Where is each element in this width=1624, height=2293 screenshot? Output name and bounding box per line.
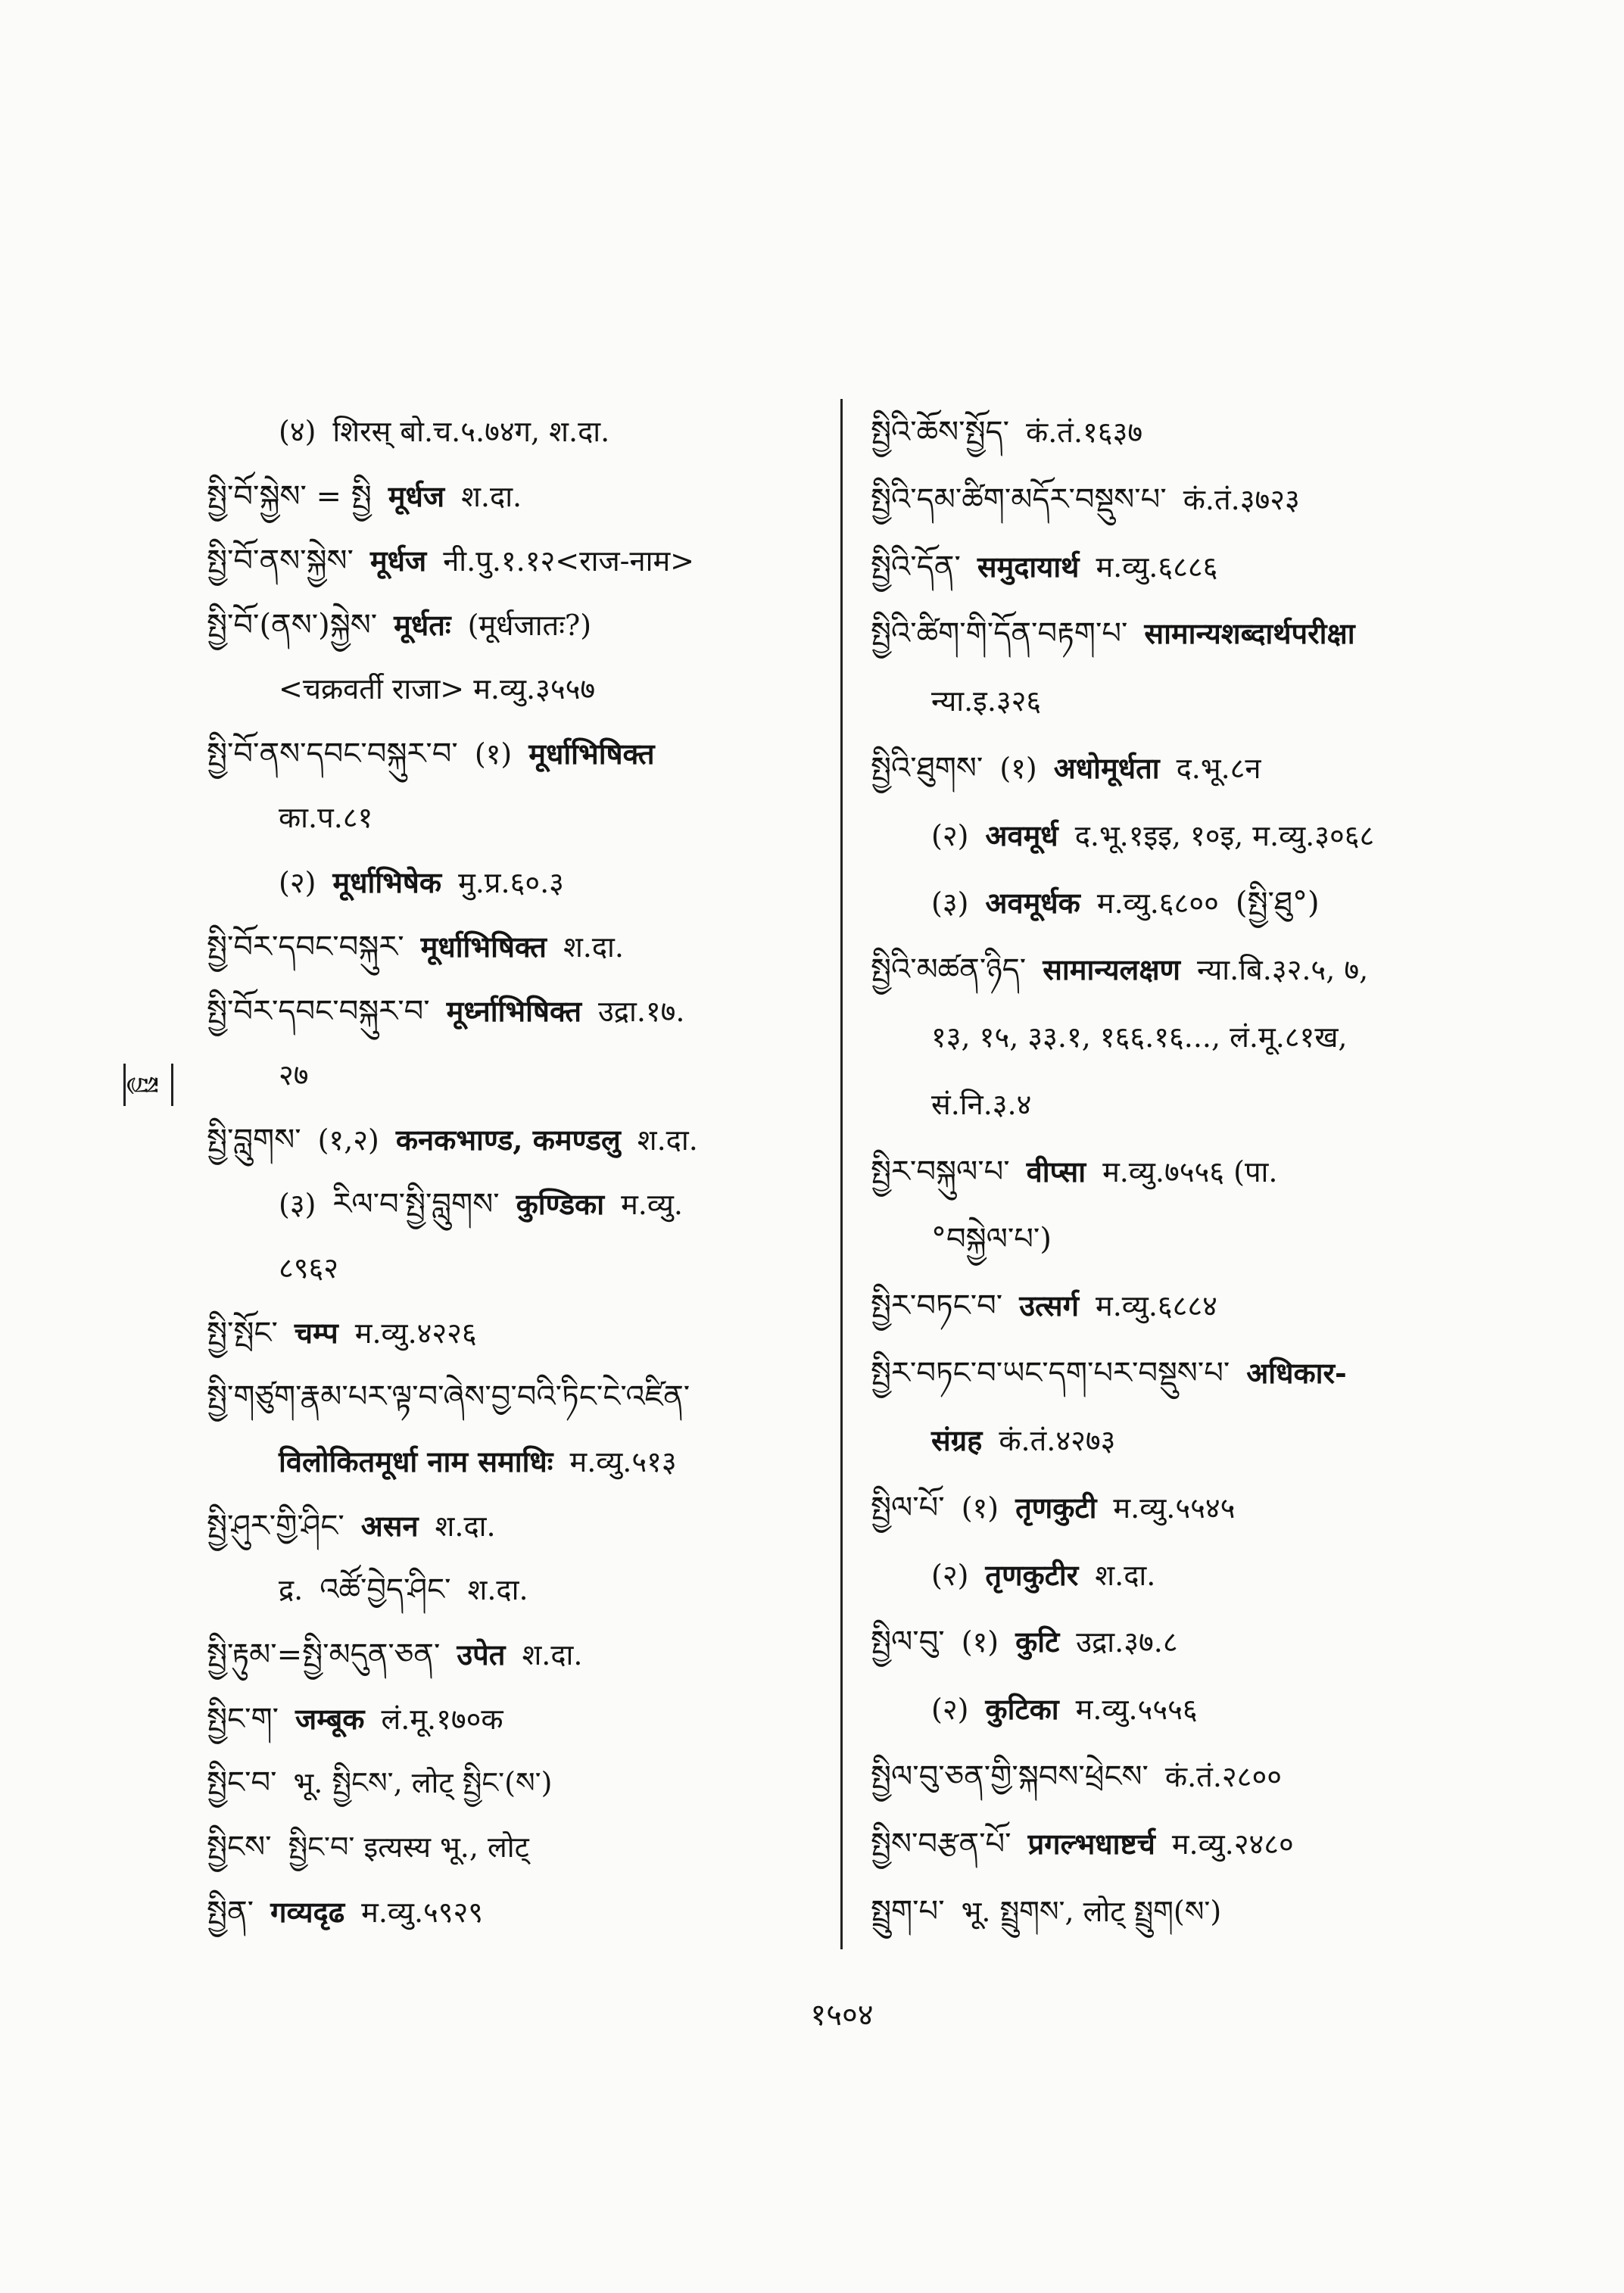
source-reference: श.दा. bbox=[435, 1509, 496, 1543]
tibetan-term: སྤྱིའི་ཚིག་གི་དོན་བརྟག་པ་ bbox=[871, 616, 1128, 652]
tibetan-term: སྤྱིའི་ཐུགས་ bbox=[871, 750, 983, 786]
source-reference: १३, १५, ३३.१, १६६.१६..., लं.मू.८१ख, bbox=[931, 1020, 1348, 1055]
sanskrit-equivalent: समुदायार्थ bbox=[977, 549, 1080, 584]
source-reference: श.दा. bbox=[461, 480, 522, 513]
source-reference: कं.तं.१६३७ bbox=[1026, 416, 1143, 449]
source-reference: म.व्यु.५५४५ bbox=[1113, 1491, 1236, 1525]
sense-number: (२) bbox=[931, 818, 969, 852]
tibetan-term: སྤྱིང་བ་ bbox=[207, 1765, 277, 1800]
sanskrit-equivalent: कुटि bbox=[1015, 1625, 1060, 1659]
entry-line bbox=[207, 1622, 828, 1687]
source-reference: उद्रा.१७. bbox=[597, 995, 685, 1028]
entry-line bbox=[207, 1494, 828, 1558]
entry-line bbox=[871, 1811, 1522, 1878]
tibetan-term: སྤྱི་བོ་ནས་སྐྱེས་ bbox=[207, 544, 354, 578]
entry-line bbox=[207, 1558, 828, 1622]
tibetan-term: སྤྱིལ་བུ་ཅན་གྱི་སྐབས་ཕྲེངས་ bbox=[871, 1759, 1149, 1794]
sense-number: (१,२) bbox=[317, 1123, 379, 1157]
source-reference: द.भू.८न bbox=[1176, 751, 1261, 785]
sanskrit-equivalent: अधोमूर्धता bbox=[1053, 750, 1160, 785]
entry-line bbox=[871, 1609, 1522, 1676]
sanskrit-equivalent: संग्रह bbox=[931, 1422, 983, 1457]
sanskrit-equivalent: सामान्यलक्षण bbox=[1043, 952, 1181, 987]
entry-line bbox=[871, 1878, 1522, 1946]
margin-tab-mark: སྤྱ bbox=[123, 1064, 173, 1106]
tibetan-term: སྤྱིལ་པོ་ bbox=[871, 1490, 945, 1525]
tibetan-term: སྤྲུག་པ་ bbox=[871, 1893, 945, 1929]
source-reference: कं.तं.३७२३ bbox=[1183, 482, 1300, 516]
tibetan-term: འཚོ་བྱེད་ཤིང་ bbox=[320, 1572, 451, 1607]
sanskrit-equivalent: अवमूर्धक bbox=[985, 885, 1080, 920]
entry-line bbox=[207, 528, 828, 593]
sanskrit-equivalent: चम्प bbox=[294, 1316, 338, 1350]
sense-number: (३) bbox=[931, 886, 969, 920]
source-reference: कं.तं.४२७३ bbox=[999, 1423, 1116, 1457]
source-reference: शिरस् बो.च.५.७४ग, श.दा. bbox=[332, 415, 610, 448]
tibetan-term: སྤྱིར་བཏང་བ་ bbox=[871, 1288, 1003, 1324]
sense-number: (२) bbox=[931, 1558, 969, 1592]
source-reference: ८९६२ bbox=[279, 1251, 339, 1285]
entry-line bbox=[207, 400, 828, 464]
source-reference: श.दा. bbox=[563, 930, 624, 964]
source-reference: श.दा. bbox=[522, 1638, 583, 1671]
entry-line bbox=[207, 1108, 828, 1172]
sanskrit-equivalent: वीप्सा bbox=[1026, 1154, 1086, 1189]
entry-line bbox=[207, 657, 828, 721]
source-reference: म.व्यु.२४८० bbox=[1171, 1827, 1294, 1861]
entry-line bbox=[871, 1206, 1522, 1273]
sense-number: (२) bbox=[279, 866, 316, 899]
sanskrit-equivalent: मूर्धाभिषेक bbox=[332, 865, 442, 899]
tibetan-term: (སྤྱི་ཐུ°) bbox=[1235, 885, 1320, 921]
source-reference: म.व्यु.५१३ bbox=[569, 1445, 677, 1478]
tibetan-term: སྤྱི་བོར་དབང་བསྐུར་ bbox=[207, 930, 404, 964]
tibetan-term: སྤྱིལ་བུ་ bbox=[871, 1625, 945, 1660]
tibetan-term: སྤྱི་གཙུག་རྣམ་པར་ལྟ་བ་ཞེས་བྱ་བའི་ཏིང་ངེ་འཛིན་ bbox=[207, 1379, 690, 1414]
sanskrit-equivalent: प्रगल्भधाष्टर्च bbox=[1027, 1826, 1155, 1861]
sanskrit-equivalent: तृणकुटीर bbox=[985, 1557, 1079, 1592]
source-reference: लं.मू.१७०क bbox=[381, 1703, 503, 1736]
source-reference: म.व्यु.६८०० bbox=[1096, 886, 1219, 920]
source-reference: कं.तं.२८०० bbox=[1164, 1759, 1282, 1793]
entry-line bbox=[207, 914, 828, 979]
entry-line bbox=[871, 1139, 1522, 1206]
sanskrit-equivalent: गव्यदृढ bbox=[270, 1895, 345, 1929]
tibetan-term: སྤྱི་རྟུམ་=སྤྱི་མདུན་ཅན་ bbox=[207, 1637, 441, 1672]
cross-reference-marker: द्र. bbox=[279, 1573, 304, 1606]
entry-line bbox=[871, 1273, 1522, 1340]
sanskrit-equivalent: जम्बूक bbox=[295, 1702, 365, 1736]
tibetan-term: སྤྱི་བོར་དབང་བསྐུར་བ་ bbox=[207, 994, 430, 1029]
sanskrit-equivalent: अवमूर्ध bbox=[985, 818, 1058, 852]
entry-line bbox=[871, 1475, 1522, 1542]
source-reference: म.व्यु.५५५६ bbox=[1075, 1693, 1198, 1727]
entry-line bbox=[207, 1236, 828, 1301]
right-column bbox=[871, 399, 1522, 1945]
source-reference: न्या.बि.३२.५, ७, bbox=[1197, 953, 1369, 987]
sanskrit-equivalent: मूर्ध्नाभिषिक्त bbox=[446, 994, 581, 1028]
sense-number: (२) bbox=[931, 1693, 969, 1727]
source-reference: म.व्यु.४२२६ bbox=[354, 1316, 477, 1350]
entry-line bbox=[207, 1687, 828, 1751]
entry-line bbox=[207, 1815, 828, 1880]
source-reference: म.व्यु.६८८६ bbox=[1096, 550, 1218, 584]
sense-number: (४) bbox=[279, 415, 316, 448]
source-reference: श.दा. bbox=[637, 1123, 698, 1157]
tibetan-term: སྤྱིར་བཏང་བ་ཡང་དག་པར་བསྡུས་པ་ bbox=[871, 1356, 1230, 1391]
entry-line bbox=[871, 1340, 1522, 1407]
tibetan-term: སྤྱིན་ bbox=[207, 1895, 254, 1930]
entry-line bbox=[871, 668, 1522, 735]
sense-number: (१) bbox=[961, 1625, 999, 1659]
tibetan-term: སྤྱིངས་ bbox=[207, 1830, 272, 1865]
source-reference: २७ bbox=[279, 1058, 309, 1092]
entry-line bbox=[207, 721, 828, 786]
source-reference: म.व्यु. bbox=[621, 1188, 683, 1221]
entry-line bbox=[871, 399, 1522, 466]
column-divider bbox=[840, 399, 843, 1949]
sanskrit-equivalent: अधिकार- bbox=[1246, 1356, 1347, 1391]
tibetan-term: སྤྱི་བླུགས་ bbox=[207, 1123, 301, 1157]
entry-line bbox=[207, 1751, 828, 1815]
entry-line bbox=[207, 850, 828, 914]
source-reference: श.दा. bbox=[1095, 1558, 1156, 1592]
tibetan-term: སྤྱི་བོ་སྐྱེས་ = སྤྱི bbox=[207, 479, 372, 514]
entry-line bbox=[871, 534, 1522, 601]
tibetan-term: སྤྱིང་ག་ bbox=[207, 1702, 279, 1737]
entry-line bbox=[207, 1043, 828, 1108]
sanskrit-equivalent: असन bbox=[360, 1509, 419, 1543]
entry-line bbox=[207, 1301, 828, 1365]
entry-line bbox=[207, 593, 828, 657]
sense-number: (१) bbox=[999, 751, 1037, 785]
entry-line bbox=[871, 870, 1522, 937]
entry-line bbox=[871, 1542, 1522, 1609]
tibetan-term: སྤྱིའི་ཆོས་སྤྱོད་ bbox=[871, 415, 1010, 450]
source-reference: <चक्रवर्ती राजा> म.व्यु.३५५७ bbox=[279, 672, 596, 706]
entry-line bbox=[207, 1880, 828, 1944]
sanskrit-equivalent: कनकभाण्ड, कमण्डलु bbox=[395, 1123, 621, 1157]
grammar-note: भू. སྤྲུགས་, लोट् སྤྲུག(ས་) bbox=[961, 1894, 1222, 1928]
sanskrit-equivalent: कुण्डिका bbox=[516, 1187, 605, 1221]
sanskrit-equivalent: मूर्धाभिषिक्त bbox=[420, 930, 547, 964]
entry-line bbox=[207, 464, 828, 528]
entry-line bbox=[871, 1407, 1522, 1475]
sanskrit-equivalent: विलोकितमूर्धा नाम समाधिः bbox=[279, 1444, 553, 1478]
sanskrit-equivalent: मूर्धज bbox=[369, 544, 427, 578]
sanskrit-equivalent: मूर्धाभिषिक्त bbox=[528, 737, 655, 771]
sanskrit-equivalent: सामान्यशब्दार्थपरीक्षा bbox=[1144, 616, 1355, 651]
entry-line bbox=[871, 1676, 1522, 1743]
entry-line bbox=[871, 1004, 1522, 1071]
entry-line bbox=[871, 1743, 1522, 1811]
sanskrit-equivalent: मूर्धज bbox=[388, 479, 445, 513]
source-reference: न्या.इ.३२६ bbox=[931, 684, 1042, 718]
source-reference: म.व्यु.७५५६ (पा. bbox=[1102, 1154, 1278, 1189]
grammar-note: भू. སྤྱིངས་, लोट् སྤྱིང་(ས་) bbox=[293, 1766, 553, 1799]
entry-line bbox=[207, 1172, 828, 1236]
page-number: १५०४ bbox=[810, 1998, 874, 2033]
sanskrit-equivalent: उपेत bbox=[457, 1637, 506, 1671]
tibetan-term: སྤྱིའི་དམ་ཚིག་མདོར་བསྡུས་པ་ bbox=[871, 481, 1167, 517]
entry-line bbox=[871, 466, 1522, 534]
entry-line bbox=[207, 979, 828, 1043]
tibetan-term: སྤྱིའི་དོན་ bbox=[871, 549, 961, 584]
entry-line bbox=[871, 802, 1522, 870]
tibetan-term: སྤྱི་བོ་ནས་དབང་བསྐུར་བ་ bbox=[207, 737, 458, 771]
source-reference: सं.नि.३.४ bbox=[931, 1087, 1032, 1121]
entry-line bbox=[871, 936, 1522, 1004]
tibetan-term: སྤྱིར་བསྐུལ་པ་ bbox=[871, 1154, 1010, 1189]
sanskrit-equivalent: कुटिका bbox=[985, 1692, 1059, 1727]
source-reference: म.व्यु.५९२९ bbox=[361, 1896, 484, 1929]
entry-line bbox=[207, 1365, 828, 1429]
tibetan-term: རིལ་བ་སྤྱི་བླུགས་ bbox=[332, 1187, 500, 1222]
source-reference: नी.पु.१.१२<राज-नाम> bbox=[443, 544, 695, 578]
tibetan-term: སྤྱི་སྤོང་ bbox=[207, 1316, 278, 1351]
sanskrit-equivalent: तृणकुटी bbox=[1015, 1490, 1097, 1525]
sanskrit-equivalent: मूर्धतः bbox=[394, 608, 451, 642]
source-reference: (मूर्धजातः?) bbox=[467, 609, 592, 642]
source-reference: श.दा. bbox=[467, 1573, 528, 1606]
tibetan-term: སྤྱི་བོ་(ནས་)སྐྱེས་ bbox=[207, 608, 378, 643]
left-column bbox=[207, 400, 828, 1944]
sense-number: (३) bbox=[279, 1188, 316, 1221]
variant-reading: °བསྐྱེལ་པ་) bbox=[931, 1221, 1052, 1257]
entry-line bbox=[207, 786, 828, 850]
tibetan-term: སྤྱིས་བརྩན་པོ་ bbox=[871, 1826, 1011, 1862]
entry-line bbox=[871, 735, 1522, 802]
entry-line bbox=[871, 600, 1522, 668]
sense-number: (१) bbox=[474, 737, 513, 771]
sanskrit-equivalent: उत्सर्ग bbox=[1019, 1288, 1079, 1323]
tibetan-term: སྤྱིའི་མཚན་ཉིད་ bbox=[871, 952, 1027, 988]
sense-number: (१) bbox=[961, 1491, 999, 1525]
entry-line bbox=[871, 1071, 1522, 1139]
source-reference: द.भू.१इइ, १०इ, म.व्यु.३०६८ bbox=[1074, 818, 1375, 852]
source-reference: का.प.८१ bbox=[279, 801, 373, 834]
source-reference: म.व्यु.६८८४ bbox=[1095, 1289, 1217, 1323]
entry-line bbox=[207, 1429, 828, 1494]
source-reference: मु.प्र.६०.३ bbox=[458, 866, 564, 899]
grammar-note: སྤྱིང་བ་ इत्यस्य भू., लोट् bbox=[288, 1830, 529, 1864]
source-reference: उद्रा.३७.८ bbox=[1076, 1625, 1178, 1659]
tibetan-term: སྤྱི་ཤུར་གྱི་ཤིང་ bbox=[207, 1509, 344, 1544]
